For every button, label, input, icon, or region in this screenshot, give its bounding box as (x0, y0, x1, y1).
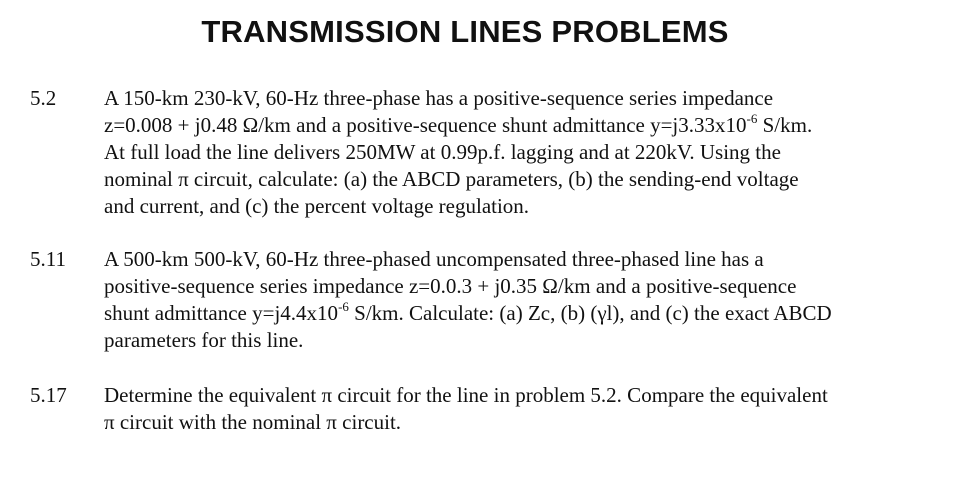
problem-text (104, 382, 964, 436)
problem-text (104, 85, 964, 220)
admittance-text: z=0.008 + j0.48 Ω/km and a positive-sequence shunt admittance y=j3.33x10 (104, 113, 747, 137)
problem-line (104, 112, 964, 139)
problem-text (104, 246, 964, 354)
problem-line: A 500-km 500-kV, 60-Hz three-phased uncompensated three-phased line has a (104, 247, 764, 271)
problem-line: nominal π circuit, calculate: (a) the ABCD parameters, (b) the sending-end voltage (104, 167, 799, 191)
problem-number: 5.17 (30, 383, 67, 407)
problem-line: positive-sequence series impedance z=0.0.3 + j0.35 Ω/km and a positive-sequence (104, 274, 797, 298)
problem-number: 5.2 (30, 86, 57, 110)
unit-text: S/km. (757, 113, 813, 137)
problem-line: Determine the equivalent π circuit for the line in problem 5.2. Compare the equivalent (104, 383, 828, 407)
page-title: TRANSMISSION LINES PROBLEMS (201, 14, 729, 49)
problem-line: π circuit with the nominal π circuit. (104, 410, 402, 434)
question-text: S/km. Calculate: (a) Zc, (b) (γl), and (c) the exact ABCD (348, 301, 832, 325)
problem-line: and current, and (c) the percent voltage regulation. (104, 194, 530, 218)
exponent: -6 (338, 299, 349, 314)
admittance-text: shunt admittance y=j4.4x10 (104, 301, 339, 325)
problem-number: 5.11 (30, 247, 66, 271)
problem-line (104, 300, 964, 327)
exponent: -6 (746, 111, 758, 126)
problem-line: At full load the line delivers 250MW at 0.99p.f. lagging and at 220kV. Using the (104, 140, 781, 164)
problem-line: parameters for this line. (104, 328, 304, 352)
problem-line: A 150-km 230-kV, 60-Hz three-phase has a positive-sequence series impedance (104, 86, 774, 110)
